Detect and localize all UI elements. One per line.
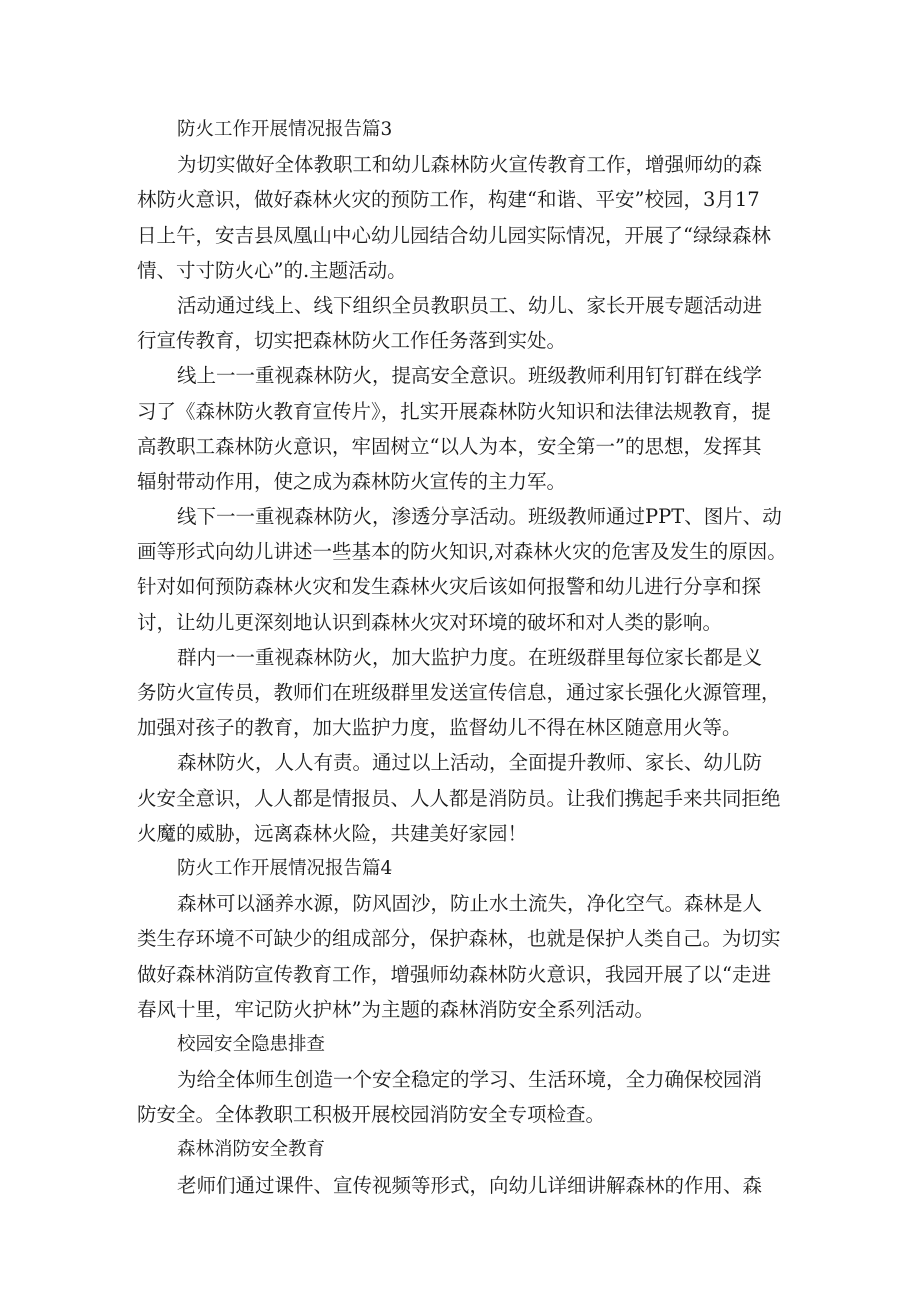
paragraph-line: 群内一一重视森林防火，加大监护力度。在班级群里每位家长都是义 bbox=[177, 645, 763, 669]
paragraph-line: 火安全意识，人人都是情报员、人人都是消防员。让我们携起手来共同拒绝 bbox=[137, 786, 781, 810]
paragraph-line: 为切实做好全体教职工和幼儿森林防火宣传教育工作，增强师幼的森 bbox=[177, 153, 763, 177]
paragraph-line: 春风十里，牢记防火护林”为主题的森林消防安全系列活动。 bbox=[137, 997, 654, 1021]
paragraph-line: 线下一一重视森林防火，渗透分享活动。班级教师通过PPT、图片、动 bbox=[177, 505, 782, 529]
paragraph-line: 为给全体师生创造一个安全稳定的学习、生活环境，全力确保校园消 bbox=[177, 1068, 763, 1092]
paragraph-line: 针对如何预防森林火灾和发生森林火灾后该如何报警和幼儿进行分享和探 bbox=[137, 575, 762, 599]
paragraph-line: 辐射带动作用，使之成为森林防火宣传的主力军。 bbox=[137, 469, 567, 493]
paragraph-line: 森林防火，人人有责。通过以上活动，全面提升教师、家长、幼儿防 bbox=[177, 751, 763, 775]
section-heading: 防火工作开展情况报告篇4 bbox=[177, 857, 393, 879]
paragraph-line: 讨，让幼儿更深刻地认识到森林火灾对环境的破坏和对人类的影响。 bbox=[137, 610, 723, 634]
paragraph-line: 防安全。全体教职工积极开展校园消防安全专项检查。 bbox=[137, 1103, 606, 1127]
paragraph-line: 线上一一重视森林防火，提高安全意识。班级教师利用钉钉群在线学 bbox=[177, 364, 763, 388]
paragraph-line: 老师们通过课件、宣传视频等形式，向幼儿详细讲解森林的作用、森 bbox=[177, 1173, 763, 1197]
paragraph-line: 火魔的威胁，远离森林火险，共建美好家园！ bbox=[137, 821, 528, 845]
document-body bbox=[137, 112, 797, 1203]
paragraph-line: 习了《森林防火教育宣传片》，扎实开展森林防火知识和法律法规教育，提 bbox=[137, 399, 771, 423]
paragraph-line: 日上午，安吉县凤凰山中心幼儿园结合幼儿园实际情况，开展了“绿绿森林 bbox=[137, 223, 771, 247]
paragraph-line: 高教职工森林防火意识，牢固树立“以人为本，安全第一”的思想，发挥其 bbox=[137, 434, 762, 458]
paragraph-line: 林防火意识，做好森林火灾的预防工作，构建“和谐、平安”校园，3月17 bbox=[137, 188, 760, 212]
paragraph-line: 活动通过线上、线下组织全员教职员工、幼儿、家长开展专题活动进 bbox=[177, 293, 763, 317]
paragraph-line: 务防火宣传员，教师们在班级群里发送宣传信息，通过家长强化火源管理， bbox=[137, 681, 781, 704]
paragraph-line: 类生存环境不可缺少的组成部分，保护森林，也就是保护人类自己。为切实 bbox=[137, 927, 781, 951]
paragraph-line: 加强对孩子的教育，加大监护力度，监督幼儿不得在林区随意用火等。 bbox=[137, 716, 742, 740]
section-heading: 防火工作开展情况报告篇3 bbox=[177, 119, 393, 140]
paragraph-line: 情、寸寸防火心”的.主题活动。 bbox=[137, 258, 407, 282]
paragraph-line: 森林可以涵养水源，防风固沙，防止水土流失，净化空气。森林是人 bbox=[177, 892, 763, 916]
section-heading: 校园安全隐患排查 bbox=[177, 1033, 326, 1055]
section-heading: 森林消防安全教育 bbox=[177, 1139, 326, 1161]
paragraph-line: 行宣传教育，切实把森林防火工作任务落到实处。 bbox=[137, 329, 567, 353]
paragraph-line: 做好森林消防宣传教育工作，增强师幼森林防火意识，我园开展了以“走进 bbox=[137, 962, 771, 986]
paragraph-line: 画等形式向幼儿讲述一些基本的防火知识,对森林火灾的危害及发生的原因。 bbox=[137, 540, 787, 564]
